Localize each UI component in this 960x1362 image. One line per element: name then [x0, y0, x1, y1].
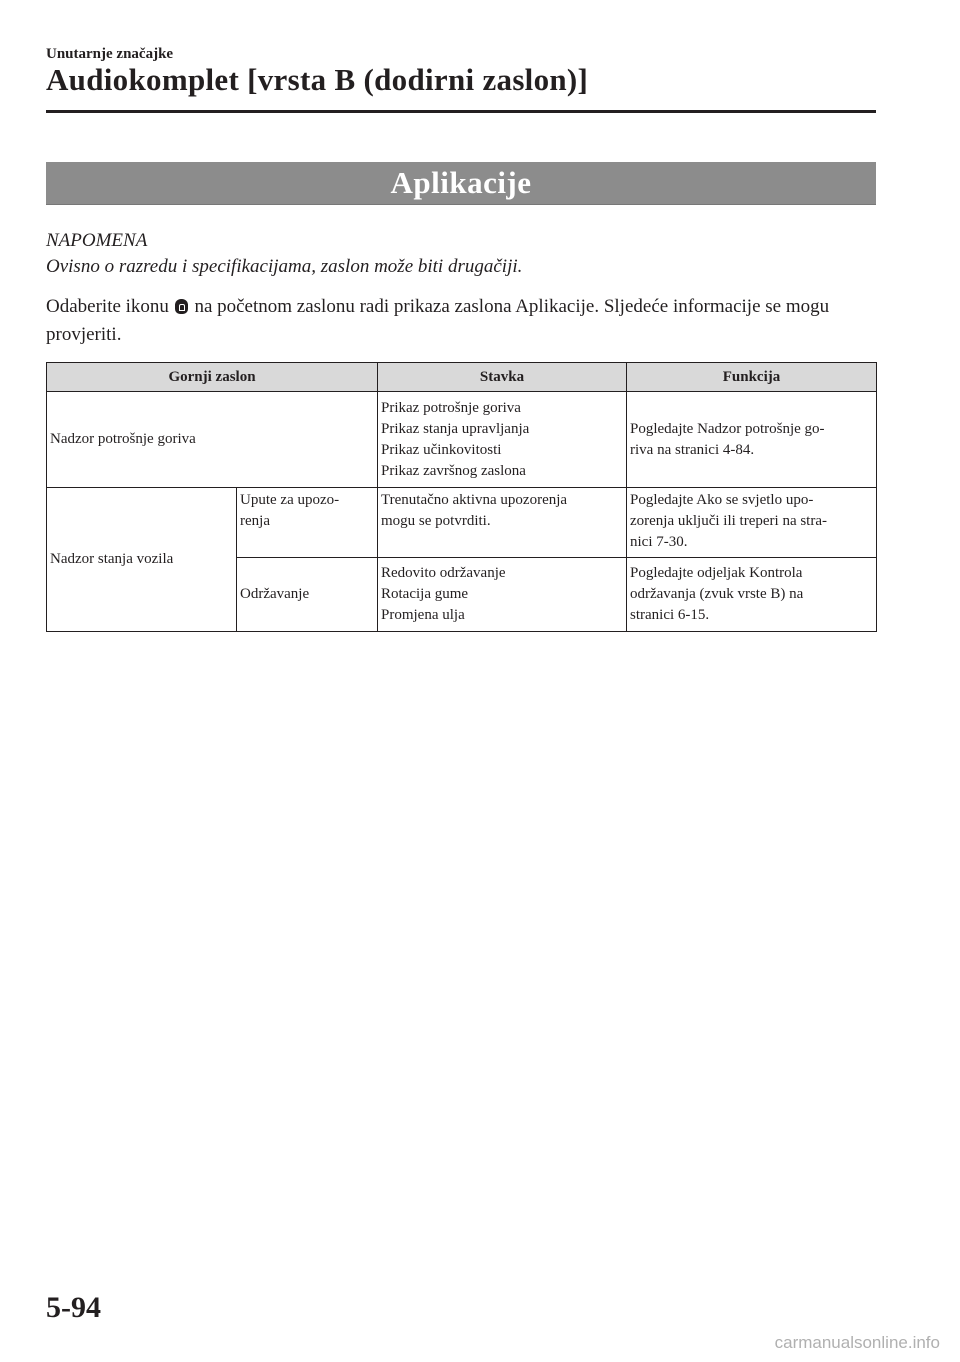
function-cell: Pogledajte Ako se svjetlo upo- zorenja uključi ili treperi na stra- nici 7-30. — [627, 488, 877, 558]
intro-text-after: na početnom zaslonu radi prikaza zaslona Aplikacije. Sljedeće informacije se mogu provjeriti. — [46, 296, 830, 345]
intro-paragraph — [46, 293, 876, 349]
page-number: 5-94 — [46, 1291, 101, 1324]
section-label: Unutarnje značajke — [46, 46, 174, 62]
table-header-row — [47, 363, 877, 392]
column-header-item: Stavka — [378, 363, 627, 392]
table-row — [47, 488, 877, 558]
applications-table — [46, 362, 877, 632]
intro-text-before: Odaberite ikonu — [46, 296, 169, 317]
function-cell: Pogledajte Nadzor potrošnje go- riva na stranici 4-84. — [627, 392, 877, 488]
item-cell: Prikaz potrošnje goriva Prikaz stanja upravljanja Prikaz učinkovitosti Prikaz završnog zaslona — [378, 392, 627, 488]
top-screen-cell: Nadzor potrošnje goriva — [47, 392, 378, 488]
item-cell: Redovito održavanje Rotacija gume Promjena ulja — [378, 558, 627, 632]
column-header-function: Funkcija — [627, 363, 877, 392]
title-rule — [46, 110, 876, 113]
item-cell: Trenutačno aktivna upozorenja mogu se potvrditi. — [378, 488, 627, 558]
note-text: Ovisno o razredu i specifikacijama, zaslon može biti drugačiji. — [46, 256, 523, 277]
column-header-top-screen: Gornji zaslon — [47, 363, 378, 392]
chapter-title: Audiokomplet [vrsta B (dodirni zaslon)] — [46, 62, 589, 97]
note-label: NAPOMENA — [46, 230, 148, 251]
section-title: Aplikacije — [390, 165, 532, 200]
section-banner — [46, 162, 876, 205]
watermark: carmanualsonline.info — [774, 1333, 940, 1352]
table-row — [47, 392, 877, 488]
home-screen-apps-icon — [175, 299, 188, 314]
function-cell: Pogledajte odjeljak Kontrola održavanja (zvuk vrste B) na stranici 6-15. — [627, 558, 877, 632]
sub-item-cell: Upute za upozo- renja — [237, 488, 378, 558]
sub-item-cell: Održavanje — [237, 558, 378, 632]
top-screen-cell: Nadzor stanja vozila — [47, 488, 237, 632]
